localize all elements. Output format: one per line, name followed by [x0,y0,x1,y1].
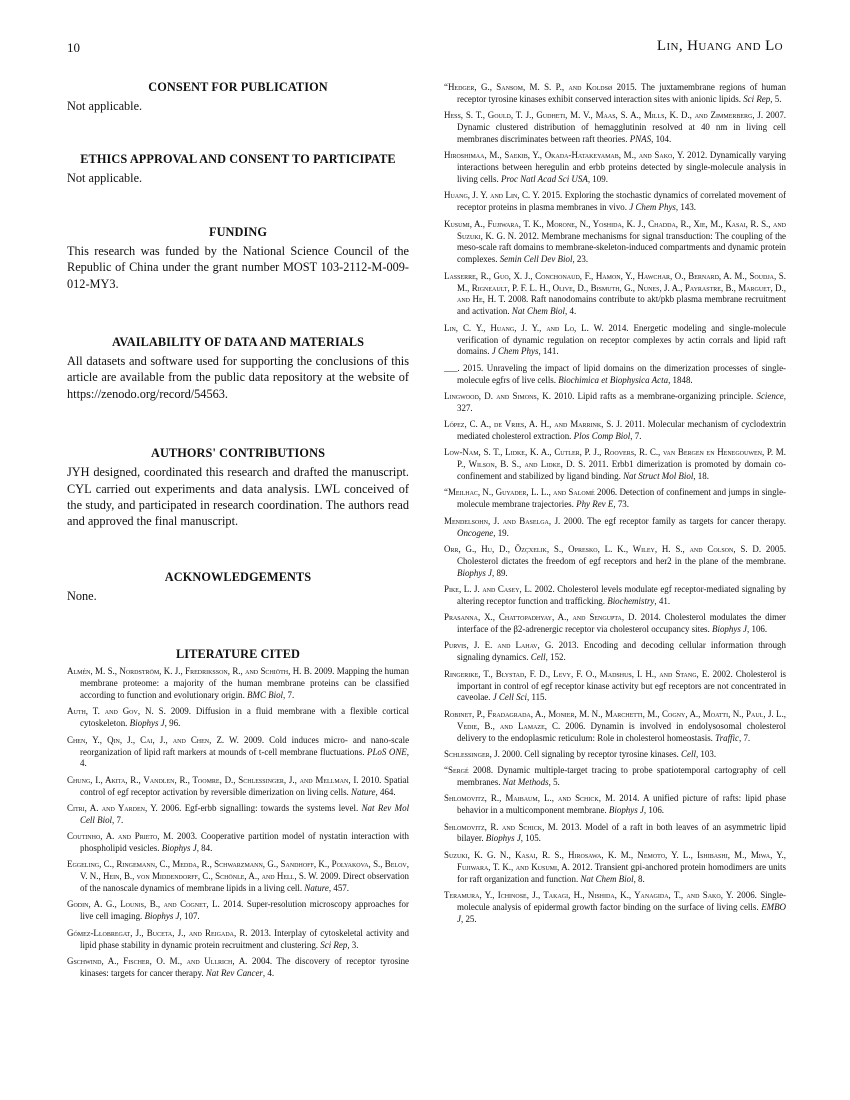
reference-title: Dynamically varying interactions between heregulin and erbb proteins detected by single-molecule analysis in living cells. [457,150,786,185]
reference-journal: Sci Rep [743,93,771,104]
reference-authors: Lin, C. Y., Huang, J. Y., and Lo, L. W. [444,322,604,333]
reference-title: Interplay of cytoskeletal activity and lipid phase stability in dynamic protein recruitment and clustering. [80,927,410,950]
reference-volume: , 1848. [668,374,693,385]
reference-volume: , 23. [572,254,589,265]
reference-volume: , 105. [520,833,541,844]
reference-title: Cholesterol modulates the dimer interface of the β2-adrenergic receptor via cholesterol occupancy sites. [457,612,787,635]
reference-volume: , 115. [526,692,547,703]
reference-authors: Ringerike, T., Blystad, F. D., Levy, F. O., Madshus, I. H., and Stang, E. [444,668,710,679]
section-heading: FUNDING [208,224,268,239]
reference-authors: Chung, I., Akita, R., Vandlen, R., Toomre, D., Schlessinger, J., and Mellman, I. [67,774,359,785]
reference-year: 2004. [252,955,273,966]
reference-volume: , 84. [196,843,213,854]
reference-title: Energetic modeling and single-molecule verification of dynamic regulation on receptor complexes by actin corrals and lipid raft domains. [457,322,787,357]
reference-volume: , 457. [328,883,349,894]
reference-year: 2015. [542,190,563,201]
section-literature [67,647,409,979]
reference-year: 2011. [588,459,609,470]
reference-list-right [444,82,786,926]
reference-title: Raft nanodomains contribute to akt/pkb plasma membrane recruitment and activation. [457,294,786,317]
reference-entry [444,709,786,745]
reference-year: 2013. [561,821,582,832]
reference-title: Dynamin is involved in endolysosomal cholesterol delivery to the endoplasmic reticulum: Role in cholesterol homeostasis. [457,720,787,743]
reference-title: Mapping the human membrane proteome: a majority of the human membrane proteins can be classified according to function and evolutionary origin. [80,666,409,701]
reference-authors: Orr, G., Hu, D., Özçxelik, S., Opresko, L. K., Wiley, H. S., and Colson, S. D. [444,543,762,554]
reference-year: 2002. [534,584,555,594]
section-acknowledgements [67,570,409,604]
reference-authors: Shlomovitz, R., Maibaum, L., and Schick, M. [444,793,616,804]
reference-year: 2013. [558,640,579,651]
reference-journal: Science [756,390,784,401]
reference-year: 2014. [223,899,244,910]
reference-entry [444,584,786,608]
reference-title: Cell signaling by receptor tyrosine kinases. [524,748,679,759]
reference-title: The egf receptor family as targets for cancer therapy. [587,515,786,526]
reference-entry [67,899,409,923]
reference-title: Dynamic clustered distribution of hemagglutinin resolved at 40 nm in living cell membranes discriminates between raft theories. [457,122,786,145]
reference-volume: , 7. [112,814,124,825]
reference-entry [67,928,409,952]
reference-year: 2006. [161,802,182,813]
reference-entry [444,271,786,319]
reference-title: Molecular mechanism of cyclodextrin mediated cholesterol extraction. [457,419,786,442]
section-body: Not applicable. [67,171,143,186]
reference-year: 2014. [608,322,629,333]
reference-title: Membrane mechanisms for signal transduction: The coupling of the meso-scale raft domains to membrane-skeleton-induced compartments and dynamic protein complexes. [457,230,787,265]
reference-journal: Biophys J [608,805,644,816]
reference-year: 2013. [250,927,271,938]
reference-journal: Nat Struct Mol Biol [623,471,694,482]
reference-volume: , 107. [179,911,200,922]
reference-volume: , 103. [695,748,717,759]
reference-volume: , 327. [457,390,786,413]
reference-volume: , 5. [548,777,560,788]
section-consent [67,80,409,114]
reference-journal: Biophys J [712,624,748,635]
reference-volume: , 7. [283,690,295,701]
reference-authors: Low-Nam, S. T., Lidke, K. A., Cutler, P. J., Roovers, R. C., van Bergen en Henegouwen, P. M. P., Wilson, B. S., and Lidke, D. S. [444,447,786,470]
reference-authors: Huang, J. Y. and Lin, C. Y. [444,190,540,201]
reference-volume: , 104. [651,134,672,145]
reference-journal: Nat Rev Cancer [205,967,263,978]
reference-title: Cholesterol is important in control of egf receptor kinase activity but egf receptors are not concentrated in caveolae. [457,668,787,703]
reference-entry [444,447,786,483]
section-heading: AVAILABILITY OF DATA AND MATERIALS [111,335,365,350]
reference-authors: “Meilhac, N., Guyader, L. L., and Salomé [444,487,595,498]
reference-title: Model of a raft in both leaves of an asymmetric lipid bilayer. [457,821,786,844]
reference-entry [444,110,786,146]
reference-authors: Robinet, P., Fradagrada, A., Monier, M. N., Marchetti, M., Cogny, A., Moatti, N., Paul, J. L., Vedie, B., and Lamaze, C. [444,708,786,731]
reference-year: 2010. [361,774,382,785]
reference-authors: Coutinho, A. and Prieto, M. [67,831,174,842]
reference-volume: , 152. [545,652,566,663]
reference-volume: , 106. [747,624,768,635]
running-head: Lin, Huang and Lo [656,38,783,54]
reference-volume: , 25. [460,913,477,924]
reference-entry [444,765,786,789]
reference-title: Cholesterol dictates the freedom of egf receptors and her2 in the plane of the membrane. [457,555,786,566]
reference-volume: , 464. [375,786,396,797]
reference-authors: Lasserre, R., Guo, X. J., Conchonaud, F., Hamon, Y., Hawchar, O., Bernard, A. M., Soudja, S. M., Rigneault, P. F. L. H., Olive, D., Bismuth, G., Nunes, J. A., Payrastre, B., Marguet, D., and He, H. T. [444,270,786,305]
reference-year: 2009. [314,666,335,677]
reference-authors: Citri, A. and Yarden, Y. [67,802,158,813]
reference-entry [67,775,409,799]
section-ethics [67,152,409,186]
reference-title: Single-molecule analysis of epidermal growth factor binding on the surface of living cells. [457,889,787,912]
reference-year: 2009. [243,734,265,745]
reference-journal: PLoS ONE [366,746,407,757]
reference-year: 2006. [597,487,618,498]
reference-authors: “Hedger, G., Sansom, M. S. P., and Koldsø [444,82,613,92]
reference-entry [67,956,409,980]
reference-authors: Purvis, J. E. and Lahav, G. [444,640,554,651]
reference-authors: Auth, T. and Gov, N. S. [67,706,166,717]
reference-year: 2006. [736,889,757,900]
reference-year: 2012. [572,861,593,872]
reference-authors: Gschwind, A., Fischer, O. M., and Ullrich, A. [67,955,248,966]
reference-entry [444,323,786,359]
section-contributions [67,446,409,530]
reference-title: Encoding and decoding cellular information through signaling dynamics. [457,640,786,663]
reference-year: 2008. [508,294,529,305]
reference-year: 2012. [687,150,708,161]
reference-volume: , 96. [164,718,181,729]
reference-authors: ___. [444,362,460,373]
reference-title: Dynamic multiple-target tracing to probe spatiotemporal cartography of cell membranes. [457,765,787,788]
reference-authors: Pike, L. J. and Casey, L. [444,584,533,594]
reference-year: 2010. [554,390,575,401]
section-heading: ETHICS APPROVAL AND CONSENT TO PARTICIPATE [80,152,396,167]
literature-heading: LITERATURE CITED [175,647,301,662]
section-heading: CONSENT FOR PUBLICATION [148,80,328,94]
reference-journal: Cell [530,652,546,663]
reference-journal: Nat Methods [502,777,549,788]
reference-journal: BMC Biol [247,690,284,701]
reference-entry [444,391,786,415]
reference-entry [67,666,409,702]
reference-entry [444,669,786,705]
reference-journal: Traffic [715,732,739,743]
reference-title: Unraveling the impact of lipid domains on the dimerization processes of single-molecule egfrs of live cells. [457,362,787,385]
reference-authors: Chen, Y., Qin, J., Cai, J., and Chen, Z. W. [67,734,239,745]
reference-journal: J Cell Sci [492,692,527,703]
reference-year: 2015. [463,362,484,373]
reference-volume: , 5. [770,93,782,104]
section-heading: ACKNOWLEDGEMENTS [164,569,312,584]
reference-authors: Teramura, Y., Ichinose, J., Takagi, H., Nishida, K., Yanagida, T., and Sako, Y. [444,889,734,900]
section-body: JYH designed, coordinated this research and drafted the manuscript. CYL carried out experiments and data analysis. LWL conceived of the study, and participated in research coordination. The authors read and approved the final manuscript. [67,465,409,529]
reference-volume: , 18. [693,471,709,482]
reference-entry [67,735,409,771]
reference-journal: Semin Cell Dev Biol [499,254,573,265]
section-availability [67,335,409,402]
reference-title: Cholesterol levels modulate egf receptor-mediated signaling by altering receptor function and trafficking. [457,584,786,606]
reference-journal: Plos Comp Biol [573,431,631,442]
reference-title: Lipid rafts as a membrane-organizing principle. [577,390,754,401]
reference-authors: Eggeling, C., Ringemann, C., Medda, R., Schwarzmann, G., Sandhoff, K., Polyakova, S., Belov, V. N., Hein, B., von Middendorff, C., Schönle, A., and Hell, S. W. [67,859,409,882]
reference-year: 2008. [472,765,494,776]
reference-year: 2007. [765,110,787,121]
reference-year: 2009. [320,871,341,882]
reference-entry [67,706,409,730]
reference-journal: Nat Chem Biol [580,873,634,884]
reference-authors: Gómez-Llobregat, J., Buceta, J., and Reigada, R. [67,927,248,938]
reference-volume: , 41. [654,595,671,606]
reference-authors: Shlomovitz, R. and Schick, M. [444,821,558,832]
reference-journal: Biophys J [161,843,197,854]
reference-volume: , 7. [738,732,751,743]
reference-title: A unified picture of rafts: lipid phase behavior in a multicomponent membrane. [457,793,787,816]
reference-authors: López, C. A., de Vries, A. H., and Marrink, S. J. [444,419,623,430]
reference-title: Diffusion in a fluid membrane with a flexible cortical cytoskeleton. [80,706,410,729]
reference-entry [67,859,409,895]
reference-entry [444,219,786,267]
reference-volume: , 19. [493,527,509,538]
reference-entry [444,363,786,387]
reference-entry [444,150,786,186]
reference-year: 2014. [640,612,661,623]
reference-title: Direct observation of the nanoscale dynamics of membrane lipids in a living cell. [80,871,410,894]
section-body: All datasets and software used for supporting the conclusions of this article are available from the public data repository at the website of https://zenodo.org/record/54563. [67,354,409,401]
reference-journal: Biochemistry [607,595,655,606]
reference-authors: “Sergé [444,765,469,776]
reference-title: Egf-erbb signalling: towards the systems level. [184,802,359,813]
reference-journal: Phy Rev E [576,499,614,510]
reference-journal: Biophys J [144,911,180,922]
right-column [444,82,786,930]
reference-volume: , 141. [538,346,559,357]
reference-journal: PNAS [629,134,652,145]
reference-authors: Schlessinger, J. [444,748,500,759]
section-body: This research was funded by the National Science Council of the Republic of China under the grant number MOST 103-2112-M-009-012-MY3. [67,243,409,291]
reference-volume: , 3. [347,939,359,950]
section-body: Not applicable. [67,99,143,113]
reference-volume: , 4. [80,746,409,769]
reference-volume: , 7. [630,431,642,442]
reference-entry [444,516,786,540]
reference-entry [444,822,786,846]
reference-authors: Godin, A. G., Lounis, B., and Cognet, L. [67,899,220,910]
section-heading: AUTHORS' CONTRIBUTIONS [150,446,326,461]
reference-volume: , 4. [262,967,275,978]
reference-authors: Hess, S. T., Gould, T. J., Gudheti, M. V., Maas, S. A., Mills, K. D., and Zimmerberg, J. [444,110,764,121]
reference-entry [444,487,786,511]
reference-authors: Mendelsohn, J. and Baselga, J. [444,515,561,526]
reference-entry [67,831,409,855]
reference-journal: J Chem Phys [491,346,539,357]
reference-authors: Kusumi, A., Fujiwara, T. K., Morone, N., Yoshida, K. J., Chadda, R., Xie, M., Kasai, R. S., and Suzuki, K. G. N. [444,218,786,241]
reference-year: 2005. [765,543,786,554]
reference-title: Detection of confinement and jumps in single-molecule membrane trajectories. [457,487,787,510]
reference-authors: Prasanna, X., Chattopadhyay, A., and Sengupta, D. [444,612,637,623]
reference-entry [444,190,786,214]
section-body: None. [67,588,97,603]
reference-year: 2000. [563,515,584,526]
reference-title: Super-resolution microscopy approaches for live cell imaging. [80,899,410,922]
reference-title: The discovery of receptor tyrosine kinases: targets for cancer therapy. [80,955,410,978]
reference-entry [444,419,786,443]
reference-year: 2014. [619,793,640,804]
reference-entry [444,544,786,580]
reference-entry [444,793,786,817]
reference-authors: Hiroshimaa, M., Saekib, Y., Okada-Hatakeyamab, M., and Sako, Y. [444,150,685,161]
reference-entry [444,82,786,106]
reference-authors: Suzuki, K. G. N., Kasai, R. S., Hirosawa, K. M., Nemoto, Y. L., Ishibashi, M., Miwa, Y., Fujiwara, T. K., and Kusumi, A. [444,849,786,872]
reference-volume: , 109. [587,174,608,185]
reference-entry [444,890,786,926]
reference-journal: Oncogene [457,527,494,538]
reference-authors: Almén, M. S., Nordström, K. J., Fredriksson, R., and Schiöth, H. B. [67,666,312,677]
reference-title: Cold induces micro- and nano-scale reorganization of lipid raft markers at mounds of t-cell membrane fluctuations. [80,734,410,757]
reference-volume: , 8. [633,873,645,884]
reference-volume: , 143. [675,202,697,213]
reference-entry [444,850,786,886]
reference-year: 2000. [502,748,523,759]
reference-journal: Biochimica et Biophysica Acta [558,374,669,385]
reference-authors: Lingwood, D. and Simons, K. [444,390,551,401]
reference-journal: Biophys J [129,718,165,729]
reference-title: Erbb1 dimerization is promoted by domain co-confinement and stabilized by ligand binding. [457,459,786,482]
reference-title: The juxtamembrane regions of human receptor tyrosine kinases exhibit conserved interaction sites with anionic lipids. [457,82,787,104]
reference-title: Cooperative partition model of nystatin interaction with phospholipid vesicles. [80,831,409,854]
reference-journal: Proc Natl Acad Sci USA [500,174,588,185]
reference-year: 2002. [712,668,733,679]
reference-list-left [67,666,409,979]
reference-journal: Nat Rev Mol Cell Biol [80,802,410,825]
reference-title: Spatial control of egf receptor activation by reversible dimerization on living cells. [80,774,409,797]
section-funding [67,225,409,292]
page-number: 10 [67,40,80,55]
reference-year: 2009. [170,706,191,717]
reference-year: 2011. [625,419,645,430]
reference-volume: , 89. [492,567,508,578]
reference-title: Exploring the stochastic dynamics of correlated movement of receptor proteins in plasma membranes in vivo. [457,190,786,213]
reference-journal: Nature [351,786,376,797]
reference-journal: Cell [681,748,696,759]
reference-journal: Sci Rep [320,939,348,950]
reference-journal: J Chem Phys [629,202,676,213]
reference-entry [444,749,786,761]
left-column [67,80,409,984]
reference-volume: , 73. [613,499,629,510]
reference-year: 2006. [565,720,586,731]
reference-volume: , 4. [565,306,577,317]
reference-journal: EMBO J [457,901,787,924]
reference-journal: Biophys J [457,567,492,578]
reference-volume: , 106. [643,805,665,816]
reference-journal: Nature [304,883,329,894]
reference-entry [444,612,786,636]
reference-journal: Nat Chem Biol [511,306,565,317]
reference-entry [444,640,786,664]
reference-year: 2015. [616,82,637,92]
reference-entry [67,803,409,827]
reference-title: Transient gpi-anchored protein homodimers are units for raft organization and function. [457,861,786,884]
reference-journal: Biophys J [485,833,521,844]
reference-year: 2012. [518,230,539,241]
reference-year: 2003. [177,831,198,842]
